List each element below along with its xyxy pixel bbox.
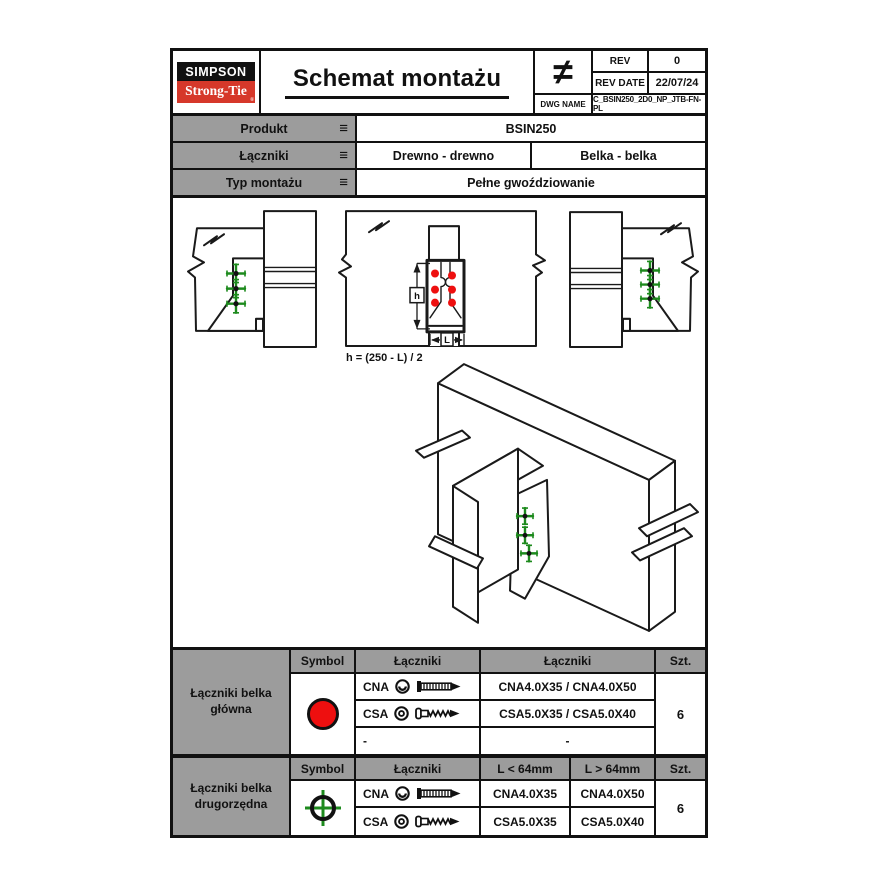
page-title: Schemat montażu xyxy=(285,65,509,99)
rev-value: 0 xyxy=(649,51,705,73)
nail-side-icon xyxy=(416,786,462,801)
fastener-spec: - xyxy=(481,728,656,754)
fastener-code: CSA xyxy=(363,814,389,829)
product-row xyxy=(173,116,705,143)
col-header-symbol: Symbol xyxy=(291,650,356,674)
rev-date-label: REV DATE xyxy=(593,73,649,95)
side-view-left xyxy=(188,211,316,347)
not-equal-icon: ≠ xyxy=(535,51,593,95)
screw-side-icon xyxy=(415,814,461,829)
col-header-fasteners: Łączniki xyxy=(356,650,481,674)
diagram-area xyxy=(173,198,705,647)
assembly-diagram xyxy=(173,198,705,647)
equiv-icon: ≡ xyxy=(339,147,348,164)
connectors-value-2: Belka - belka xyxy=(530,143,705,168)
fastener-code-cell xyxy=(356,701,481,728)
fastener-spec-short: CSA5.0X35 xyxy=(481,808,571,835)
equiv-icon: ≡ xyxy=(339,120,348,137)
nail-head-icon xyxy=(394,785,411,802)
col-header-fasteners: Łączniki xyxy=(481,650,656,674)
rev-date-value: 22/07/24 xyxy=(649,73,705,95)
screw-head-icon xyxy=(393,813,410,830)
fastener-spec-long: CSA5.0X40 xyxy=(571,808,656,835)
nail-side-icon xyxy=(416,679,462,694)
title-block xyxy=(173,51,705,116)
brand-logo xyxy=(173,51,261,113)
symbol-cell xyxy=(291,674,356,754)
fastener-spec: CSA5.0X35 / CSA5.0X40 xyxy=(481,701,656,728)
formula-text: h = (250 - L) / 2 xyxy=(346,352,423,365)
col-header-l-long: L > 64mm xyxy=(571,758,656,781)
dim-h-label: h xyxy=(414,291,420,303)
col-header-qty: Szt. xyxy=(656,650,705,674)
drawing-sheet xyxy=(170,48,708,838)
col-header-symbol: Symbol xyxy=(291,758,356,781)
front-view xyxy=(339,211,545,364)
crosshair-symbol xyxy=(303,788,343,828)
col-header-qty: Szt. xyxy=(656,758,705,781)
fastener-spec-long: CNA4.0X50 xyxy=(571,781,656,808)
fastener-code: CNA xyxy=(363,786,389,801)
connectors-label: Łączniki xyxy=(239,148,289,163)
rev-label: REV xyxy=(593,51,649,73)
fastener-table-main xyxy=(173,647,705,754)
iso-view xyxy=(416,364,698,631)
symbol-cell xyxy=(291,781,356,835)
product-label: Produkt xyxy=(240,121,288,136)
product-value: BSIN250 xyxy=(505,121,557,136)
nail-head-icon xyxy=(394,678,411,695)
quantity-cell: 6 xyxy=(676,800,685,816)
connectors-row xyxy=(173,143,705,170)
equiv-icon: ≡ xyxy=(339,174,348,191)
sheet-title-cell xyxy=(261,51,533,113)
brand-name-bottom: Strong-Tie ® xyxy=(177,81,255,103)
quantity-cell: 6 xyxy=(676,706,685,722)
fastener-code: CNA xyxy=(363,679,389,694)
fastener-spec: CNA4.0X35 / CNA4.0X50 xyxy=(481,674,656,701)
fastener-code: CSA xyxy=(363,706,389,721)
fastener-code-cell: - xyxy=(356,728,481,754)
fastener-code-cell xyxy=(356,674,481,701)
table-row-label: Łączniki belka główna xyxy=(173,650,291,754)
screw-head-icon xyxy=(393,705,410,722)
revision-block xyxy=(533,51,705,113)
fastener-code-cell xyxy=(356,808,481,835)
col-header-l-short: L < 64mm xyxy=(481,758,571,781)
product-info-table xyxy=(173,116,705,198)
mount-type-row xyxy=(173,170,705,198)
brand-name-top: SIMPSON xyxy=(177,62,255,81)
connectors-value-1: Drewno - drewno xyxy=(392,148,495,163)
dwg-name-label: DWG NAME xyxy=(535,95,593,113)
fastener-spec-short: CNA4.0X35 xyxy=(481,781,571,808)
fastener-code-cell xyxy=(356,781,481,808)
fastener-table-secondary xyxy=(173,758,705,835)
col-header-fasteners: Łączniki xyxy=(356,758,481,781)
screw-side-icon xyxy=(415,706,461,721)
dim-L-label: L xyxy=(444,334,450,346)
registered-mark: ® xyxy=(250,97,254,103)
table-row-label: Łączniki belka drugorzędna xyxy=(173,758,291,835)
dwg-name-value: C_BSIN250_2D0_NP_JTB-FN-PL xyxy=(593,95,702,113)
mount-type-value: Pełne gwoździowanie xyxy=(467,175,595,190)
red-circle-symbol xyxy=(307,698,339,730)
side-view-right xyxy=(570,212,698,347)
mount-type-label: Typ montażu xyxy=(225,175,303,190)
